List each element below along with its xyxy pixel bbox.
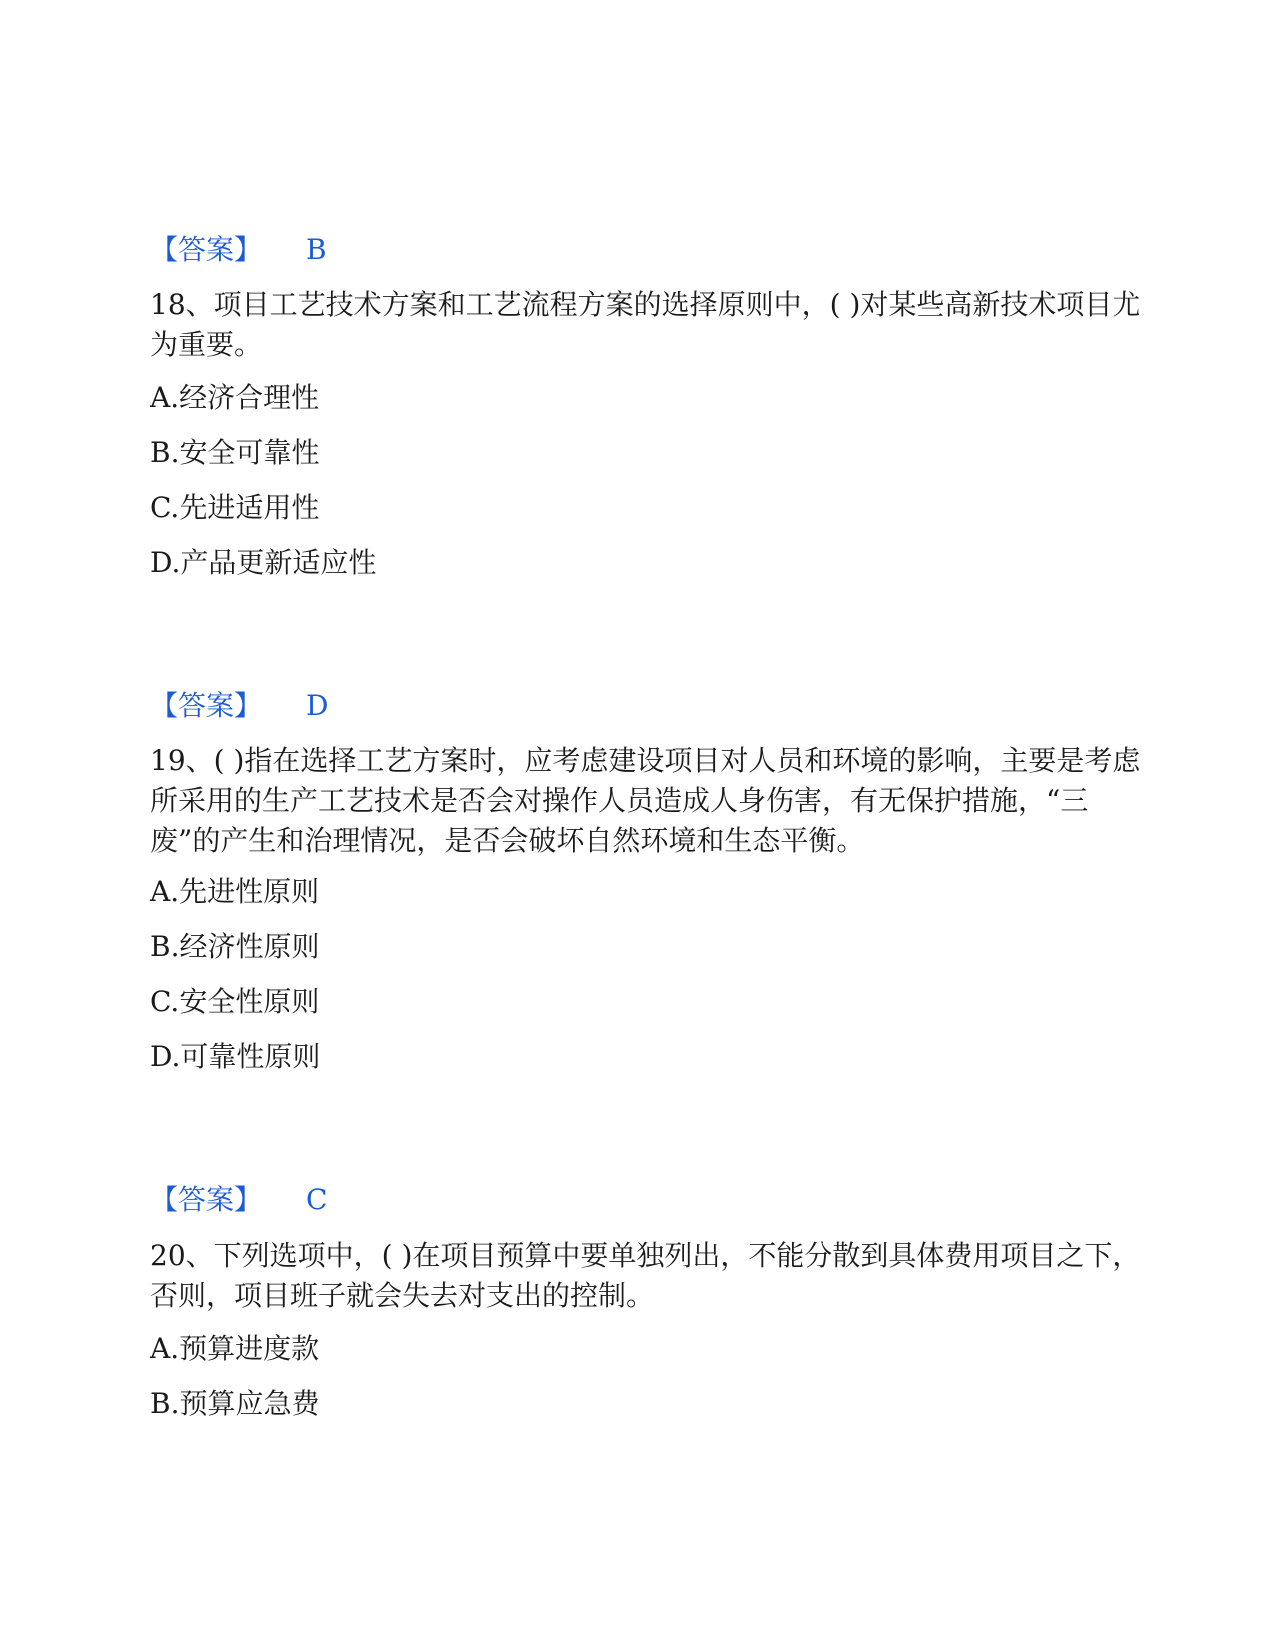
option-c: C.安全性原则 (150, 985, 320, 1018)
option-a: A.先进性原则 (150, 875, 320, 908)
answer-line (150, 233, 327, 267)
answer-line (150, 1183, 327, 1217)
answer-line (150, 689, 328, 723)
option-b: B.经济性原则 (150, 930, 320, 963)
option-a: A.经济合理性 (150, 381, 320, 414)
answer-value: C (306, 1183, 328, 1216)
option-a: A.预算进度款 (150, 1332, 320, 1365)
option-b: B.预算应急费 (150, 1387, 320, 1420)
option-c: C.先进适用性 (150, 491, 320, 524)
answer-label: 【答案】 (150, 1183, 263, 1216)
option-b: B.安全可靠性 (150, 436, 320, 469)
answer-label: 【答案】 (150, 689, 263, 722)
question-18: 18、项目工艺技术方案和工艺流程方案的选择原则中，( )对某些高新技术项目尤为重要。 (150, 288, 1141, 361)
answer-value: B (306, 233, 327, 266)
question-19: 19、( )指在选择工艺方案时，应考虑建设项目对人员和环境的影响，主要是考虑所采用的生产工艺技术是否会对操作人员造成人身伤害，有无保护措施，“三废”的产生和治理情况，是否会破坏自然环境和生态平衡。 (150, 744, 1141, 857)
answer-value: D (306, 689, 329, 722)
option-d: D.产品更新适应性 (150, 546, 377, 579)
option-d: D.可靠性原则 (150, 1040, 321, 1073)
question-20: 20、下列选项中，( )在项目预算中要单独列出，不能分散到具体费用项目之下，否则，项目班子就会失去对支出的控制。 (150, 1239, 1141, 1312)
answer-label: 【答案】 (150, 233, 263, 266)
